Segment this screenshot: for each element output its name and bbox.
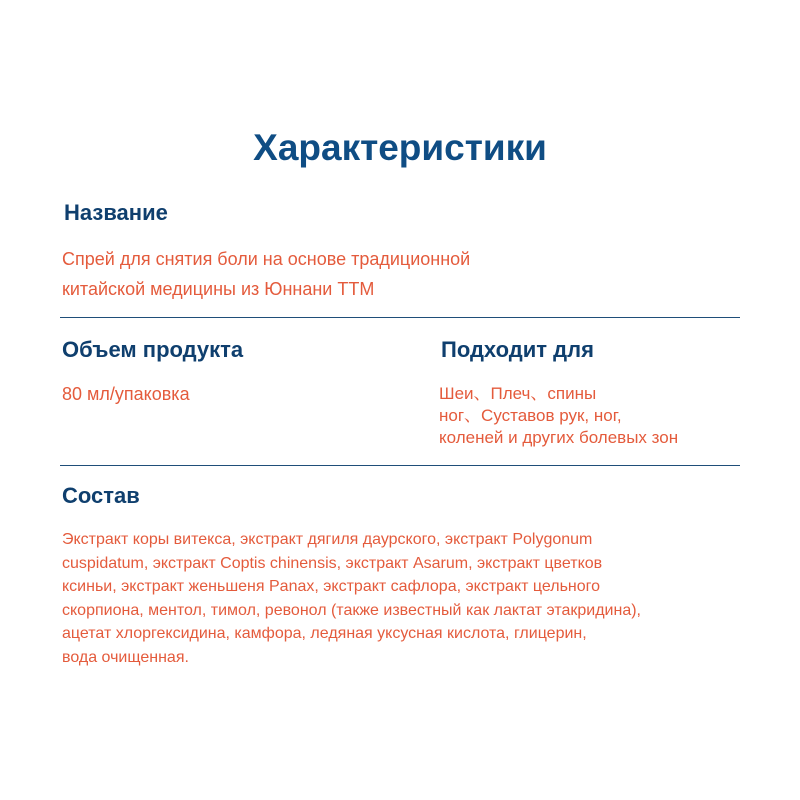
composition-line: ксиньи, экстракт женьшеня Panax, экстракт сафлора, экстракт цельного xyxy=(62,578,601,595)
suitable-for-line: коленей и других болевых зон xyxy=(439,428,679,447)
composition-line: Экстракт коры витекса, экстракт дягиля даурского, экстракт Polygonum xyxy=(62,531,593,548)
name-heading: Название xyxy=(64,200,168,225)
composition-text xyxy=(62,528,641,669)
suitable-for-line: ног、Суставов рук, ног, xyxy=(439,406,622,425)
composition-line: скорпиона, ментол, тимол, ревонол (также известный как лактат этакридина), xyxy=(62,601,641,619)
volume-heading: Объем продукта xyxy=(62,337,244,362)
product-name-line: китайской медицины из Юннани ТТМ xyxy=(62,279,375,299)
divider-top xyxy=(60,317,740,318)
suitable-for-text xyxy=(439,383,678,449)
product-name-line: Спрей для снятия боли на основе традиционной xyxy=(62,249,471,269)
page-title: Характеристики xyxy=(253,127,547,168)
suitable-for-line: Шеи、Плеч、спины xyxy=(439,384,597,403)
composition-heading: Состав xyxy=(62,483,140,508)
volume-value: 80 мл/упаковка xyxy=(62,384,190,404)
composition-line: ацетат хлоргексидина, камфора, ледяная уксусная кислота, глицерин, xyxy=(62,625,587,642)
composition-line: cuspidatum, экстракт Coptis chinensis, экстракт Asarum, экстракт цветков xyxy=(62,554,603,572)
product-name-text xyxy=(62,244,470,304)
suitable-for-heading: Подходит для xyxy=(441,337,594,362)
composition-line: вода очищенная. xyxy=(62,648,189,666)
divider-middle xyxy=(60,465,740,466)
